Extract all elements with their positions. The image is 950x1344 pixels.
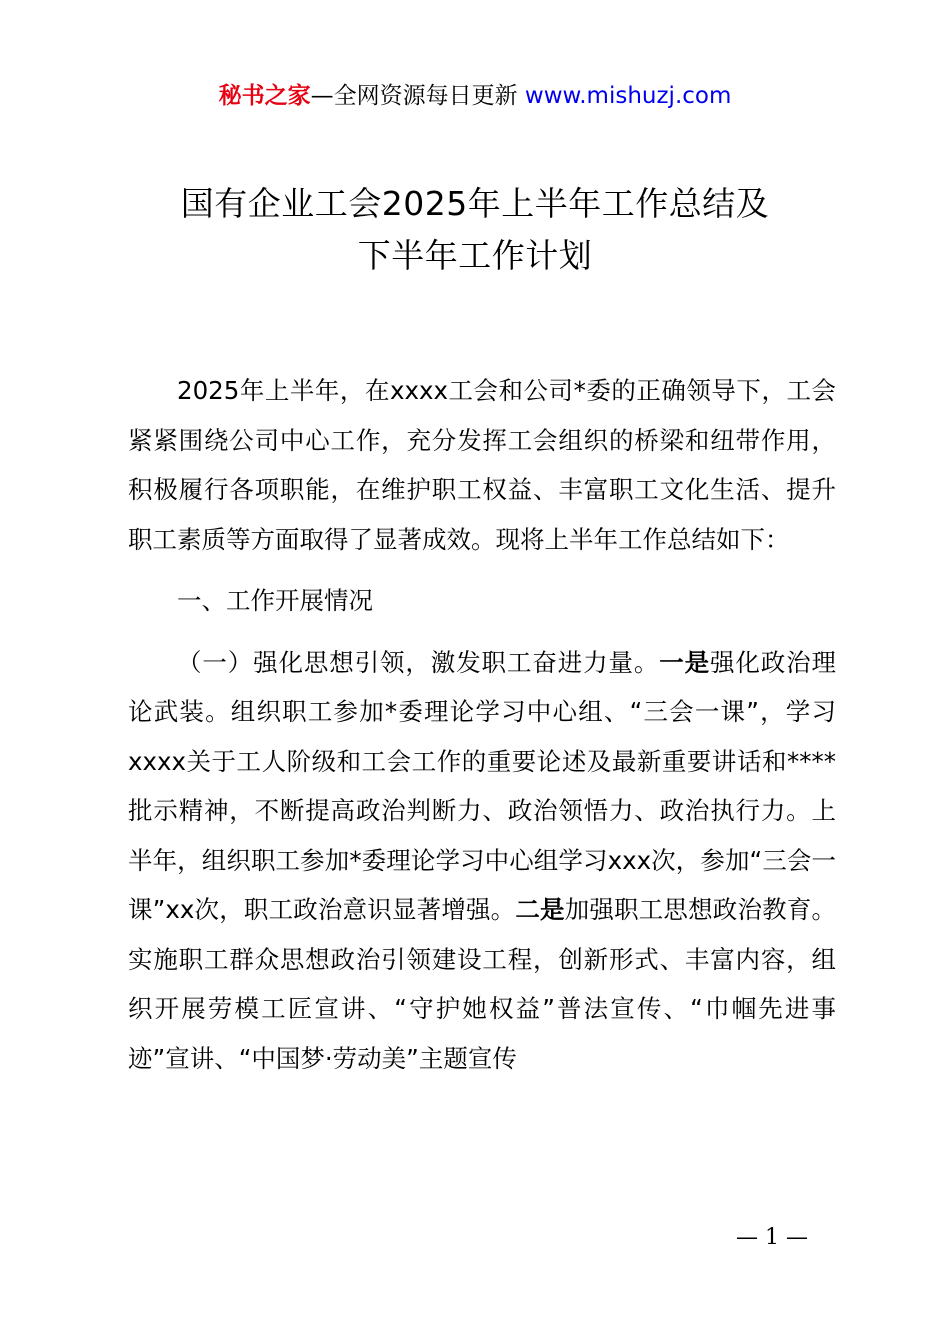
paragraph-1-lead: （一）强化思想引领，激发职工奋进力量。 (177, 647, 660, 677)
document-body (128, 366, 836, 1083)
title-line-2: 下半年工作计划 (357, 236, 593, 275)
title-line-1: 国有企业工会2025年上半年工作总结及 (180, 184, 770, 223)
intro-paragraph: 2025年上半年，在xxxx工会和公司*委的正确领导下，工会紧紧围绕公司中心工作，充分发挥工会组织的桥梁和纽带作用，积极履行各项职能，在维护职工权益、丰富职工文化生活、提升职工素质等方面取得了显著成效。现将上半年工作总结如下： (128, 376, 836, 554)
page-number: — 1 — (736, 1225, 808, 1250)
header-tagline: 全网资源每日更新 (333, 83, 518, 109)
brand-name: 秘书之家 (218, 83, 311, 109)
paragraph-1 (128, 638, 836, 1084)
point-2-text: 加强职工思想政治教育。实施职工群众思想政治引领建设工程，创新形式、丰富内容，组织开展劳模工匠宣讲、“守护她权益”普法宣传、“巾帼先进事迹”宣讲、“中国梦·劳动美”主题宣传 (128, 895, 836, 1073)
document-title (0, 178, 950, 282)
section-heading-1: 一、工作开展情况 (177, 586, 373, 615)
point-1-marker: 一是 (659, 647, 710, 677)
site-header (0, 80, 950, 112)
point-1-text: 强化政治理论武装。组织职工参加*委理论学习中心组、“三会一课”，学习xxxx关于工人阶级和工会工作的重要论述及最新重要讲话和****批示精神，不断提高政治判断力、政治领悟力、政治执行力。上半年，组织职工参加*委理论学习中心组学习xxx次，参加“三会一课”xx次，职工政治意识显著增强。 (128, 647, 837, 924)
site-url-link[interactable]: www.mishuzj.com (524, 83, 732, 109)
header-separator: — (310, 83, 334, 109)
point-2-marker: 二是 (515, 895, 565, 924)
